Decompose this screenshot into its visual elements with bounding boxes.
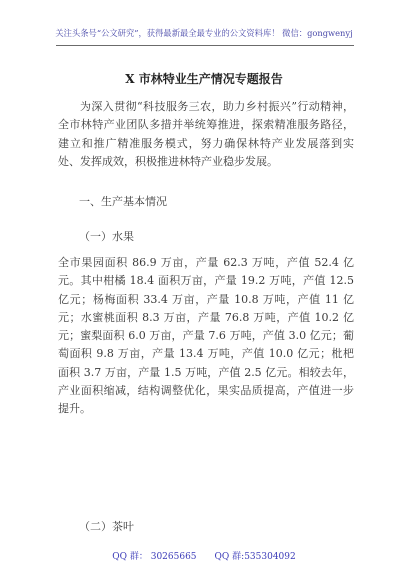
subsection-heading-tea: （二）茶叶	[79, 520, 134, 533]
subsection-heading-fruit: （一）水果	[79, 230, 134, 243]
header-divider	[56, 45, 354, 46]
section-heading: 一、生产基本情况	[79, 195, 167, 208]
footer-qq-group-1: QQ 群： 30265665	[112, 552, 197, 562]
intro-paragraph: 为深入贯彻“科技服务三农，助力乡村振兴”行动精神，全市林特产业团队多措并举统筹推进，探索精准服务路径，建立和推广精准服务模式，努力确保林特产业发展落到实处、发挥成效，积极推进林特产业稳步发展。	[58, 100, 354, 168]
fruit-paragraph: 全市果园面积 86.9 万亩，产量 62.3 万吨，产值 52.4 亿元。其中柑橘 18.4 面积万亩，产量 19.2 万吨，产值 12.5 亿元；杨梅面积 33.4 万亩，产量 10.8 万吨，产值 11 亿元；水蜜桃面积 8.3 万亩，产量 76.8 万吨，产值 10.2 亿元；蜜梨面积 6.0 万亩，产量 7.6 万吨，产值 3.0 亿元；葡萄面积 9.8 万亩，产量 13.4 万吨，产值 10.0 亿元；枇杷面积 3.7 万亩，产量 1.5 万吨，产值 2.5 亿元。相较去年，产业面积缩减，结构调整优化，果实品质提高，产值进一步提升。	[58, 256, 354, 416]
document-title: X 市林特业生产情况专题报告	[125, 72, 283, 86]
footer	[0, 549, 408, 562]
footer-qq-group-2: QQ 群:535304092	[214, 552, 296, 562]
header-banner: 关注头条号“公文研究”，获得最新最全最专业的公文资料库！ 微信：gongwenyj	[55, 28, 353, 38]
